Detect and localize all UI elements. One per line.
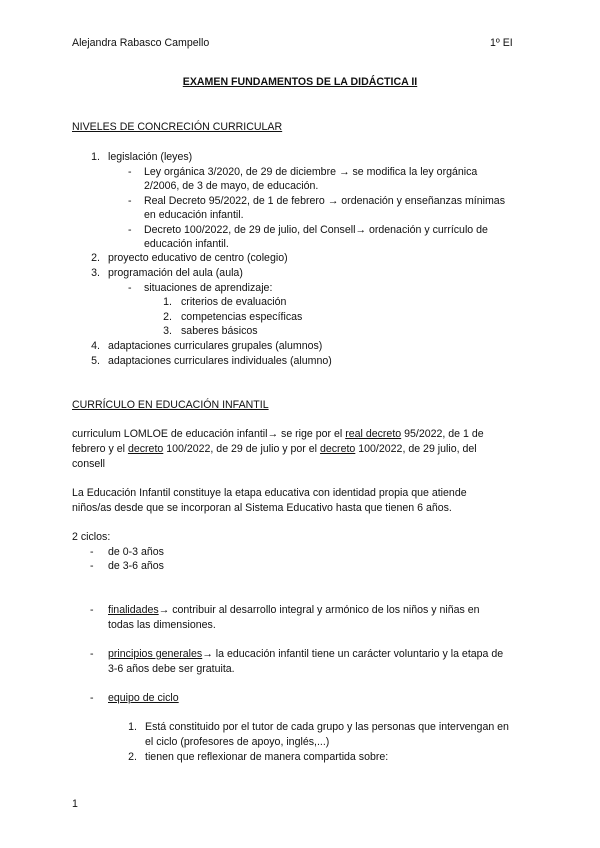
law-line: en educación infantil. xyxy=(144,209,244,221)
dash-bullet: - xyxy=(90,604,94,616)
paragraph-curriculum-line2: febrero y el decreto 100/2022, de 29 de julio y por el decreto 100/2022, de 29 julio, del xyxy=(72,443,477,455)
section-heading-niveles: NIVELES DE CONCRECIÓN CURRICULAR xyxy=(72,121,283,133)
header-course: 1º EI xyxy=(490,37,513,49)
equipo-item-line2: el ciclo (profesores de apoyo, inglés,...) xyxy=(145,736,330,748)
law-line: Decreto 100/2022, de 29 de julio, del Consell→ ordenación y currículo de xyxy=(144,224,488,236)
list-number: 2. xyxy=(91,252,100,264)
law-line: Ley orgánica 3/2020, de 29 de diciembre → se modifica la ley orgánica xyxy=(144,166,478,178)
list-item: adaptaciones curriculares individuales (alumno) xyxy=(108,355,332,367)
dash-bullet: - xyxy=(128,195,132,207)
paragraph-curriculum-line1: curriculum LOMLOE de educación infantil→ se rige por el real decreto 95/2022, de 1 de xyxy=(72,428,484,440)
list-number: 4. xyxy=(91,340,100,352)
principios-line1: principios generales→ la educación infantil tiene un carácter voluntario y la etapa de xyxy=(108,648,504,660)
dash-bullet: - xyxy=(128,282,132,294)
sub-item: criterios de evaluación xyxy=(181,296,287,308)
sub-number: 2. xyxy=(163,311,172,323)
dash-bullet: - xyxy=(90,546,94,558)
law-line: 2/2006, de 3 de mayo, de educación. xyxy=(144,180,319,192)
paragraph-definition-line1: La Educación Infantil constituye la etapa educativa con identidad propia que atiende xyxy=(72,487,467,499)
ciclos-label: 2 ciclos: xyxy=(72,531,111,543)
dash-bullet: - xyxy=(128,166,132,178)
finalidades-line1: finalidades→ contribuir al desarrollo integral y armónico de los niños y niñas en xyxy=(108,604,480,616)
list-number: 1. xyxy=(128,721,137,733)
equipo-term: equipo de ciclo xyxy=(108,692,179,704)
law-line: educación infantil. xyxy=(144,238,229,250)
page-number: 1 xyxy=(72,798,78,810)
equipo-item-line1: Está constituido por el tutor de cada grupo y las personas que intervengan en xyxy=(145,721,509,733)
situaciones-label: situaciones de aprendizaje: xyxy=(144,282,273,294)
paragraph-definition-line2: niños/as desde que se incorporan al Sistema Educativo hasta que tienen 6 años. xyxy=(72,502,452,514)
dash-bullet: - xyxy=(128,224,132,236)
list-number: 5. xyxy=(91,355,100,367)
header-author: Alejandra Rabasco Campello xyxy=(72,37,210,49)
equipo-item-line1: tienen que reflexionar de manera compartida sobre: xyxy=(145,751,389,763)
list-item: legislación (leyes) xyxy=(108,151,193,163)
paragraph-curriculum-line3: consell xyxy=(72,458,105,470)
list-number: 3. xyxy=(91,267,100,279)
sub-item: competencias específicas xyxy=(181,311,303,323)
ciclo-item: de 3-6 años xyxy=(108,560,164,572)
dash-bullet: - xyxy=(90,692,94,704)
law-line: Real Decreto 95/2022, de 1 de febrero → ordenación y enseñanzas mínimas xyxy=(144,195,505,207)
dash-bullet: - xyxy=(90,648,94,660)
sub-item: saberes básicos xyxy=(181,325,258,337)
document-title: EXAMEN FUNDAMENTOS DE LA DIDÁCTICA II xyxy=(182,76,418,88)
list-number: 2. xyxy=(128,751,137,763)
list-item: adaptaciones curriculares grupales (alumnos) xyxy=(108,340,323,352)
principios-line2: 3-6 años debe ser gratuita. xyxy=(108,663,235,675)
ciclo-item: de 0-3 años xyxy=(108,546,164,558)
finalidades-line2: todas las dimensiones. xyxy=(108,619,216,631)
list-item: proyecto educativo de centro (colegio) xyxy=(108,252,288,264)
sub-number: 3. xyxy=(163,325,172,337)
list-item: programación del aula (aula) xyxy=(108,267,243,279)
list-number: 1. xyxy=(91,151,100,163)
sub-number: 1. xyxy=(163,296,172,308)
section-heading-curriculo: CURRÍCULO EN EDUCACIÓN INFANTIL xyxy=(72,399,269,411)
dash-bullet: - xyxy=(90,560,94,572)
